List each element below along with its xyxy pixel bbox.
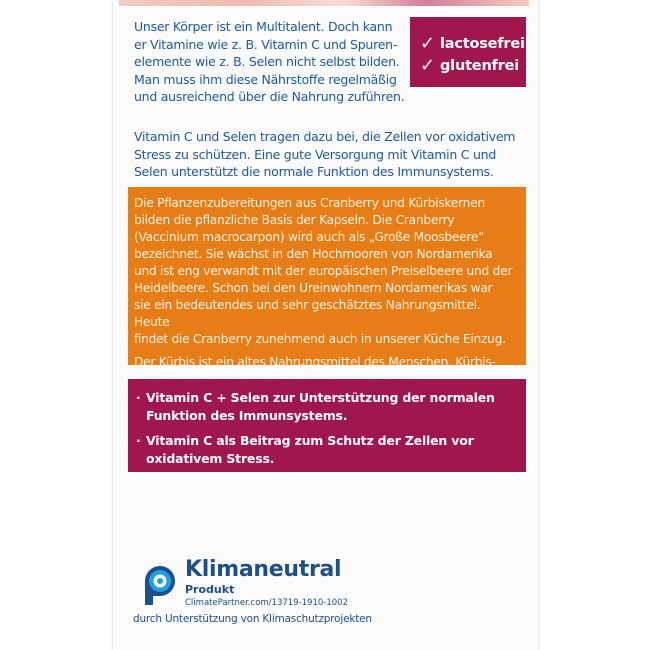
climatepartner-url: ClimatePartner.com/13719-1910-1002 xyxy=(185,598,348,608)
intro-line: Vitamin C und Selen tragen dazu bei, die Zellen vor oxidativem xyxy=(134,129,516,144)
info-line: bezeichnet. Sie wächst in den Hochmooren von Nordamerika xyxy=(134,247,493,261)
klimaneutral-footer: durch Unterstützung von Klimaschutzprojekten xyxy=(133,613,372,625)
intro-line: er Vitamine wie z. B. Vitamin C und Spuren- xyxy=(134,36,398,52)
klimaneutral-label xyxy=(133,555,433,625)
claim-oxidative-stress xyxy=(136,432,516,467)
info-line: Heidelbeere. Schon bei den Ureinwohnern Nordamerikas war xyxy=(134,281,493,295)
top-print-strip xyxy=(119,0,529,6)
claim-line: Funktion des Immunsystems. xyxy=(146,407,348,423)
klimaneutral-subtitle: Produkt xyxy=(185,583,235,596)
lactose-gluten-free-badge xyxy=(410,17,526,87)
info-line: und ist eng verwandt mit der europäischen Preiselbeere und der xyxy=(134,264,513,278)
claim-immune-system xyxy=(136,389,516,424)
intro-line: und ausreichend über die Nahrung zuführen. xyxy=(134,89,405,104)
klimaneutral-title: Klimaneutral xyxy=(185,557,342,582)
info-line: Der Kürbis ist ein altes Nahrungsmittel des Menschen. Kürbis- xyxy=(134,355,496,369)
badge-row-lactosefrei xyxy=(420,33,526,55)
intro-line: Selen unterstützt die normale Funktion des Immunsystems. xyxy=(134,164,494,179)
intro-paragraph-1 xyxy=(134,18,406,106)
badge-row-glutenfrei xyxy=(420,55,526,77)
intro-line: elemente wie z. B. Selen nicht selbst bilden. xyxy=(134,54,400,69)
info-line: Die Pflanzenzubereitungen aus Cranberry und Kürbiskernen xyxy=(134,196,485,210)
badge-label: glutenfrei xyxy=(440,58,520,74)
intro-line: Man muss ihm diese Nährstoffe regelmäßig xyxy=(134,71,397,87)
badge-label: lactosefrei xyxy=(440,36,525,52)
info-line: bilden die pflanzliche Basis der Kapseln. Die Cranberry xyxy=(134,213,455,227)
bullet-icon: · xyxy=(136,433,141,448)
claim-text xyxy=(146,432,474,467)
info-line: sie ein bedeutendes und sehr geschätztes Nahrungsmittel. Heute xyxy=(134,298,481,329)
climate-partner-logo-icon xyxy=(133,555,179,611)
claim-line: oxidativem Stress. xyxy=(146,450,275,466)
intro-paragraph-2 xyxy=(134,128,529,181)
check-icon: ✓ xyxy=(420,33,436,54)
bullet-icon: · xyxy=(136,390,141,405)
info-line: findet die Cranberry zunehmend auch in unserer Küche Einzug. xyxy=(134,332,506,346)
intro-line: Stress zu schützen. Eine gute Versorgung mit Vitamin C und xyxy=(134,146,497,162)
cranberry-info-box xyxy=(128,187,526,369)
claim-line: Vitamin C + Selen zur Unterstützung der normalen xyxy=(146,390,495,405)
claim-text xyxy=(146,389,495,424)
health-claims-box xyxy=(128,379,526,472)
intro-line: Unser Körper ist ein Multitalent. Doch kann xyxy=(134,19,393,34)
info-line: (Vaccinium macrocarpon) wird auch als „Große Moosbeere“ xyxy=(134,230,485,244)
info-paragraph-1 xyxy=(134,195,518,348)
claim-line: Vitamin C als Beitrag zum Schutz der Zellen vor xyxy=(146,433,474,448)
check-icon: ✓ xyxy=(420,55,436,76)
product-package-back xyxy=(113,0,538,650)
